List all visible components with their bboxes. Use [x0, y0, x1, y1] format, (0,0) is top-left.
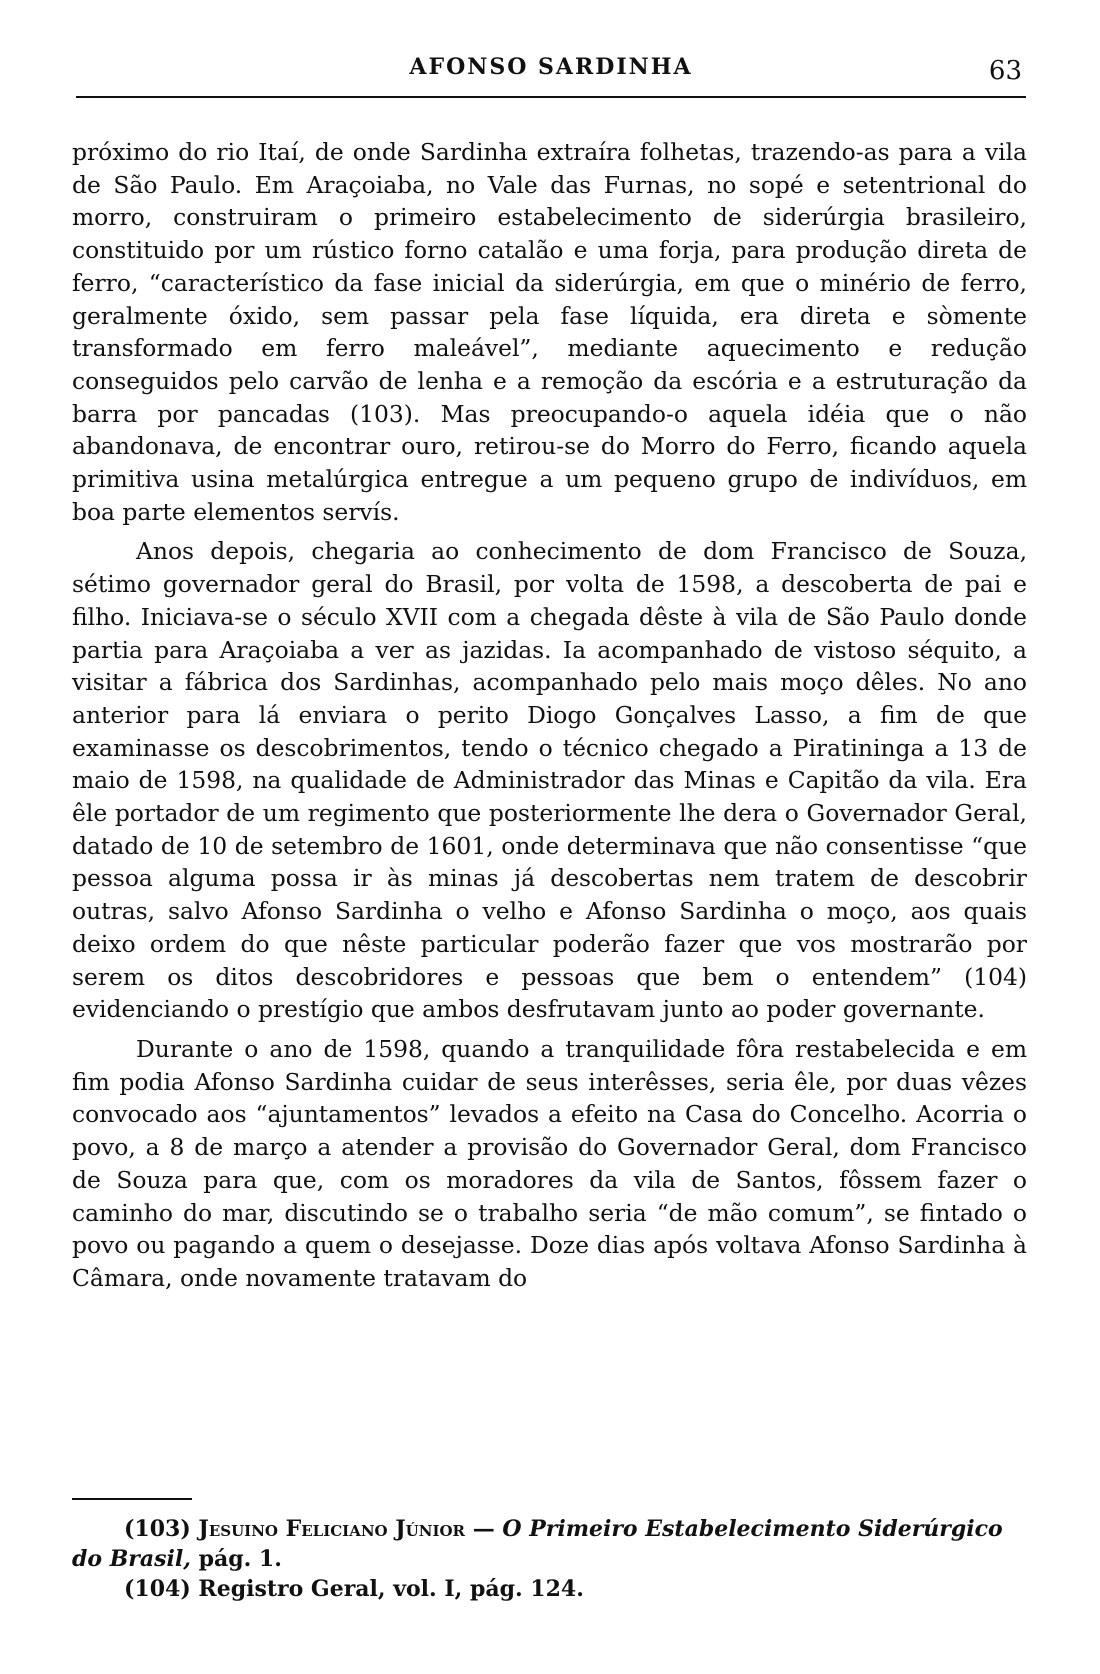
footnote-number: (104) — [124, 1576, 191, 1602]
footnote-page: pág. 1. — [198, 1546, 282, 1572]
footnote-number: (103) — [124, 1516, 191, 1542]
footnote-rule — [72, 1498, 192, 1500]
paragraph: próximo do rio Itaí, de onde Sardinha extraíra folhetas, trazendo-as para a vila de São Paulo. Em Araçoiaba, no Vale das Furnas, no sopé e setentrional do morro, construiram o primeiro estabelecimento de siderúrgia brasileiro, constituido por um rústico forno catalão e uma forja, para produção direta de ferro, “característico da fase inicial da siderúrgia, em que o minério de ferro, geralmente óxido, sem passar pela fase líquida, era direta e sòmente transformado em ferro maleável”, mediante aquecimento e redução conseguidos pelo carvão de lenha e a remoção da escória e a estruturação da barra por pancadas (103). Mas preocupando-o aquela idéia que o não abandonava, de encontrar ouro, retirou-se do Morro do Ferro, ficando aquela primitiva usina metalúrgica entregue a um pequeno grupo de indivíduos, em boa parte elementos servís. — [72, 138, 1027, 526]
footnote-author: Jesuino Feliciano Júnior — [198, 1516, 466, 1542]
footnote-104 — [72, 1574, 1027, 1604]
footnote-title: O Primeiro Estabelecimento Siderúrgico do Brasil, — [72, 1516, 1003, 1572]
running-head: AFONSO SARDINHA — [409, 54, 693, 80]
body-text — [72, 136, 1027, 1295]
paragraph: Durante o ano de 1598, quando a tranquilidade fôra restabelecida e em fim podia Afonso Sardinha cuidar de seus interêsses, seria êle, por duas vêzes convocado aos “ajuntamentos” levados a efeito na Casa do Concelho. Acorria o povo, a 8 de março a atender a provisão do Governador Geral, dom Francisco de Souza para que, com os moradores da vila de Santos, fôssem fazer o caminho do mar, discutindo se o trabalho seria “de mão comum”, se fintado o povo ou pagando a quem o desejasse. Doze dias após voltava Afonso Sardinha à Câmara, onde novamente tratavam do — [72, 1034, 1027, 1292]
paragraph: Anos depois, chegaria ao conhecimento de dom Francisco de Souza, sétimo governador geral do Brasil, por volta de 1598, a descoberta de pai e filho. Iniciava-se o século XVII com a chegada dêste à vila de São Paulo donde partia para Araçoiaba a ver as jazidas. Ia acompanhado de vistoso séquito, a visitar a fábrica dos Sardinhas, acompanhado pelo mais moço dêles. No ano anterior para lá enviara o perito Diogo Gonçalves Lasso, a fim de que examinasse os descobrimentos, tendo o técnico chegado a Piratininga a 13 de maio de 1598, na qualidade de Administrador das Minas e Capitão da vila. Era êle portador de um regimento que posteriormente lhe dera o Governador Geral, datado de 10 de setembro de 1601, onde determinava que não consentisse “que pessoa alguma possa ir às minas já descobertas nem tratem de descobrir outras, salvo Afonso Sardinha o velho e Afonso Sardinha o moço, aos quais deixo ordem do que nêste particular poderão fazer que vos mostrarão por serem os ditos descobridores e pessoas que bem o entendem” (104) evidenciando o prestígio que ambos desfrutavam junto ao poder governante. — [72, 537, 1027, 1024]
footnote-dash: — — [472, 1516, 495, 1542]
footnotes — [72, 1514, 1027, 1604]
page-number: 63 — [988, 56, 1022, 86]
footnote-103 — [72, 1514, 1027, 1574]
page-header — [76, 46, 1026, 98]
footnote-text: Registro Geral, vol. I, pág. 124. — [198, 1576, 584, 1602]
